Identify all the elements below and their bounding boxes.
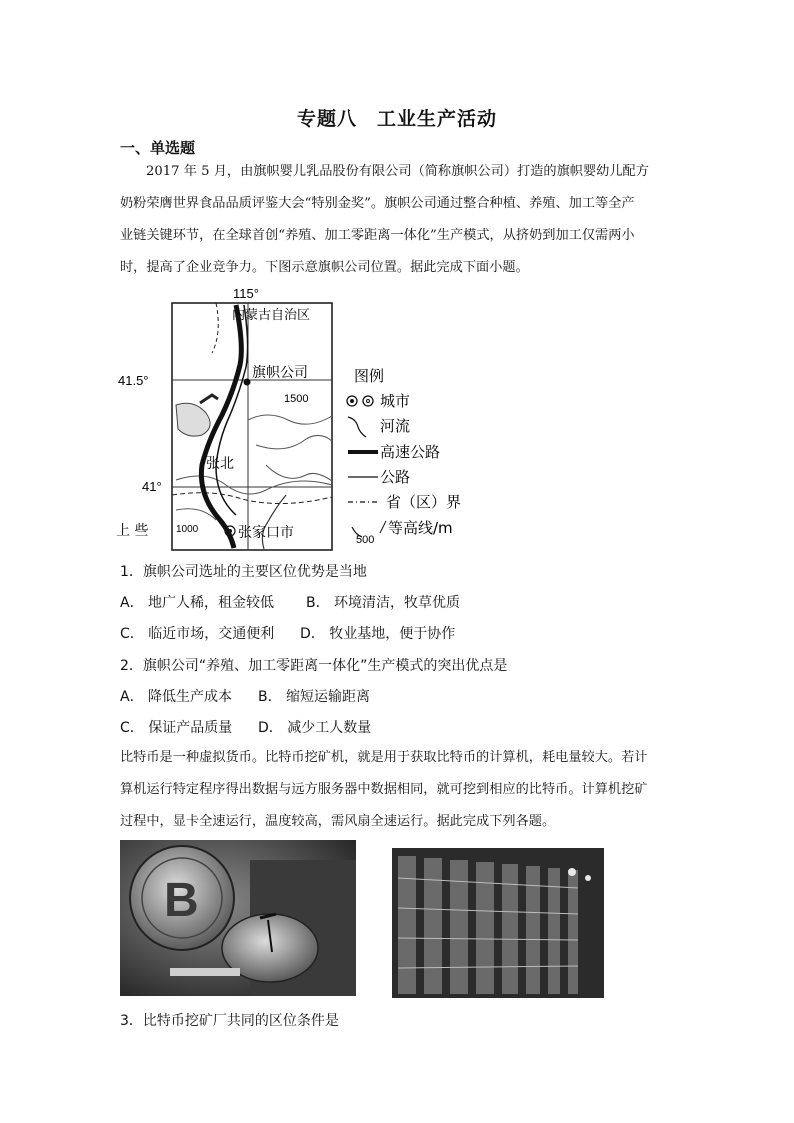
legend-road: 公路	[380, 468, 411, 486]
legend-border: 省（区）界	[386, 493, 462, 511]
map-contour-1500: 1500	[284, 393, 309, 405]
passage-1	[120, 156, 680, 284]
mining-farm-photo	[392, 848, 604, 998]
location-map	[116, 285, 496, 555]
map-region-label: 内蒙古自治区	[232, 308, 311, 323]
legend-expressway: 高速公路	[380, 443, 441, 461]
question-2-stem: 2．旗帜公司“养殖、加工零距离一体化”生产模式的突出优点是	[120, 658, 508, 674]
page-title: 专题八 工业生产活动	[296, 108, 497, 130]
q1-option-a: A． 地广人稀，租金较低	[120, 595, 275, 611]
passage-1-line-1: 2017 年 5 月，由旗帜婴儿乳品股份有限公司（简称旗帜公司）打造的旗帜婴幼儿配方	[146, 164, 649, 179]
bitcoin-coin-photo	[120, 840, 356, 996]
q1-option-c: C． 临近市场，交通便利	[120, 626, 275, 642]
svg-text:B: B	[164, 874, 199, 927]
legend-contour: 等高线/m	[388, 519, 453, 537]
passage-1-line-4: 时，提高了企业竞争力。下图示意旗帜公司位置。据此完成下面小题。	[120, 260, 529, 275]
map-lat-label-1: 41.5°	[118, 373, 149, 388]
question-2-options-row-1	[120, 686, 370, 706]
map-lat-label-2: 41°	[142, 479, 162, 494]
passage-2	[120, 742, 680, 838]
passage-2-line-1: 比特币是一种虚拟货币。比特币挖矿机，就是用于获取比特币的计算机，耗电量较大。若计	[120, 750, 648, 765]
question-2-options-row-2	[120, 717, 371, 737]
map-city-zhangjiakou: 张家口市	[238, 525, 294, 541]
q2-option-b: B． 缩短运输距离	[258, 689, 371, 705]
map-city-zhangbei: 张北	[206, 456, 234, 472]
question-1-options-row-2	[120, 623, 455, 643]
passage-1-line-2: 奶粉荣膺世界食品品质评鉴大会“特别金奖”。旗帜公司通过整合种植、养殖、加工等全产	[120, 196, 635, 211]
legend-title: 图例	[354, 367, 385, 385]
passage-2-line-3: 过程中，显卡全速运行，温度较高，需风扇全速运行。据此完成下列各题。	[120, 814, 556, 829]
map-company-label: 旗帜公司	[252, 365, 308, 381]
passage-1-line-3: 业链关键环节，在全球首创“养殖、加工零距离一体化”生产模式，从挤奶到加工仅需两小	[120, 228, 635, 243]
question-1-options-row-1	[120, 592, 460, 612]
passage-2-line-2: 算机运行特定程序得出数据与远方服务器中数据相同，就可挖到相应的比特币。计算机挖矿	[120, 782, 648, 797]
map-lon-label: 115°	[233, 286, 259, 301]
map-left-partial: 上 些	[116, 523, 149, 539]
legend-city: 城市	[380, 392, 411, 410]
q1-option-d: D． 牧业基地，便于协作	[300, 626, 456, 642]
q2-option-d: D． 减少工人数量	[258, 720, 372, 736]
legend-contour-num: 500	[356, 534, 375, 546]
q2-option-a: A． 降低生产成本	[120, 689, 233, 705]
map-contour-1000: 1000	[176, 524, 199, 535]
q1-option-b: B． 环境清洁，牧草优质	[306, 595, 461, 611]
company-point	[244, 379, 251, 386]
legend-river: 河流	[380, 417, 411, 435]
q2-option-c: C． 保证产品质量	[120, 720, 233, 736]
question-3-stem: 3．比特币挖矿厂共同的区位条件是	[120, 1013, 339, 1029]
question-1-stem: 1．旗帜公司选址的主要区位优势是当地	[120, 564, 367, 580]
section-heading: 一、单选题	[120, 139, 196, 157]
legend-river-symbol	[348, 417, 366, 437]
